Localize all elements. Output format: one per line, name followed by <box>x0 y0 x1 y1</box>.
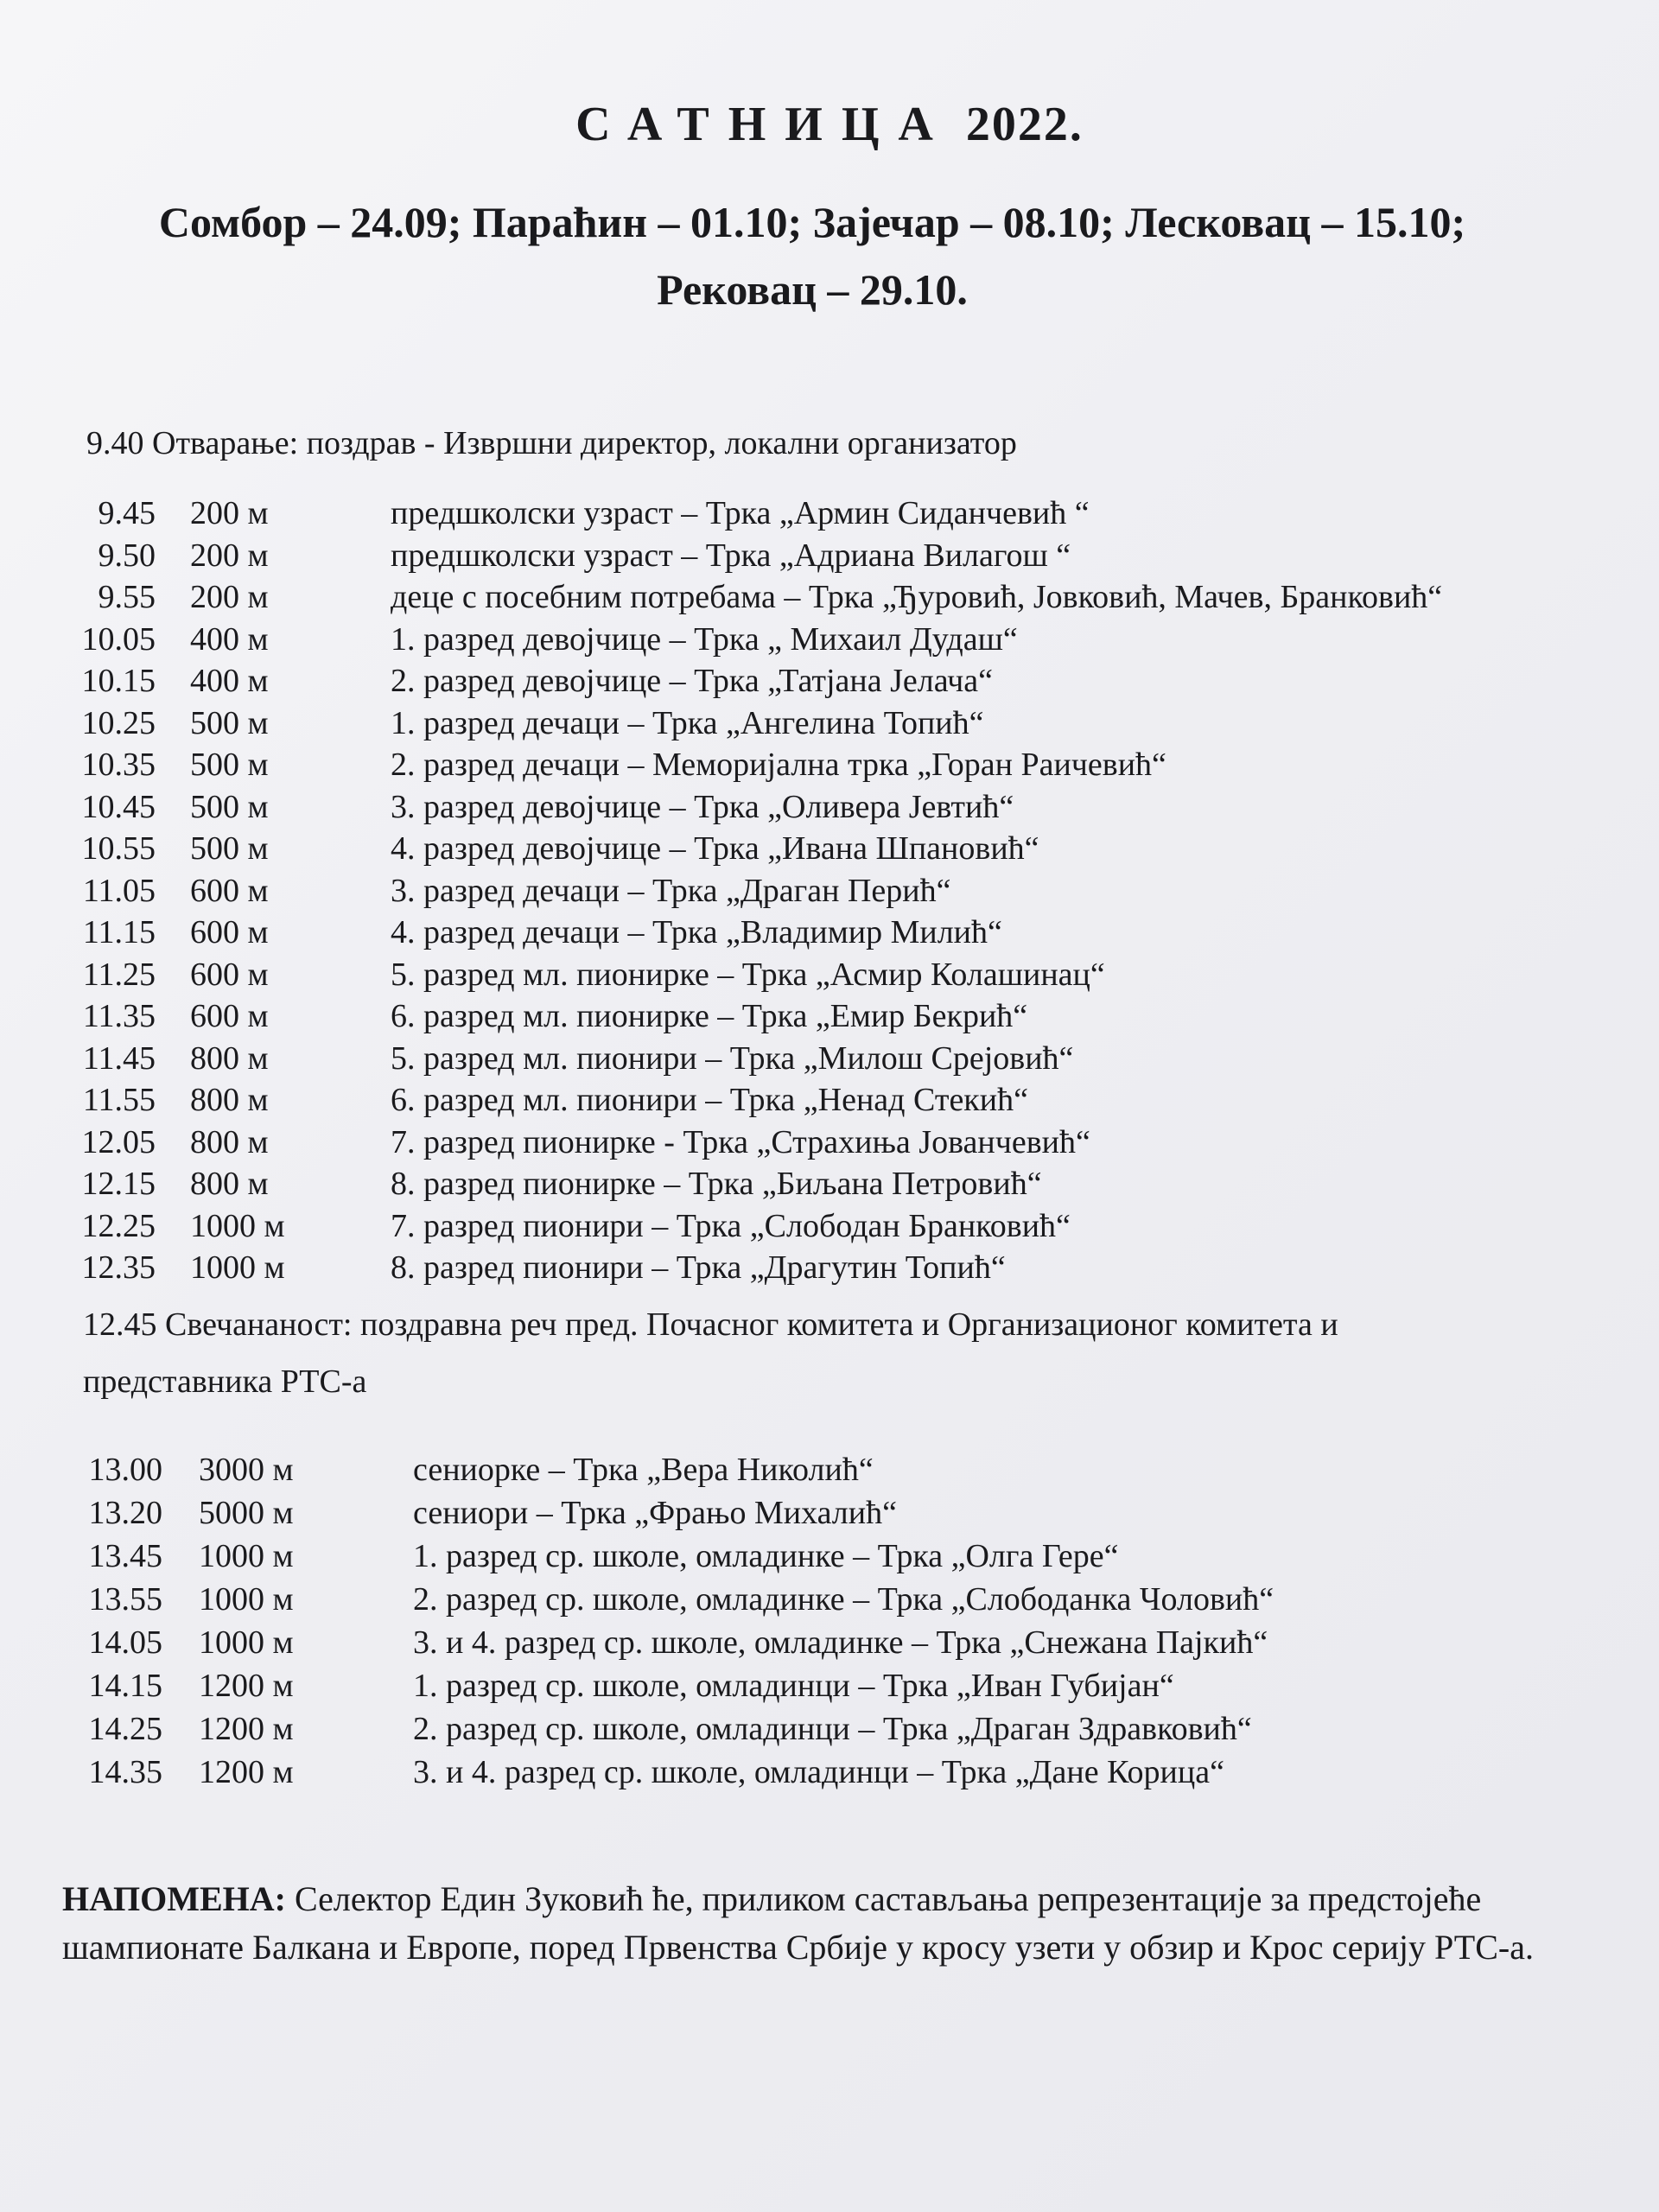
row-distance: 800 м <box>190 1166 269 1202</box>
row-distance: 3000 м <box>199 1452 294 1488</box>
row-distance: 1000 м <box>199 1581 294 1618</box>
schedule-row <box>0 1578 1659 1621</box>
schedule-afternoon <box>0 1448 1659 1794</box>
schedule-row <box>0 660 1659 702</box>
row-time: 11.15 <box>82 914 156 950</box>
row-distance: 200 м <box>190 495 269 531</box>
title-year: 2022. <box>965 98 1084 151</box>
schedule-row <box>0 1205 1659 1248</box>
note-text: Селектор Един Зуковић ће, приликом састављања репрезентације за предстојеће шампионате Балкана и Европе, поред Првенства Србије у кросу узети у обзир и Крос серију РТС-а. <box>62 1879 1534 1967</box>
row-distance: 1000 м <box>190 1207 285 1244</box>
row-description: предшколски узраст – Трка „Армин Сиданчевић “ <box>391 495 1090 531</box>
schedule-row <box>0 619 1659 661</box>
row-distance: 600 м <box>190 956 269 993</box>
row-description: 3. и 4. разред ср. школе, омладинке – Трка „Снежана Пајкић“ <box>413 1624 1268 1661</box>
row-distance: 1000 м <box>199 1624 294 1661</box>
row-description: 2. разред ср. школе, омладинке – Трка „Слободанка Чоловић“ <box>413 1581 1274 1618</box>
row-time: 9.55 <box>98 579 156 615</box>
row-distance: 800 м <box>190 1123 269 1160</box>
schedule-row <box>0 995 1659 1038</box>
venue-dates <box>95 188 1529 323</box>
schedule-row <box>0 1535 1659 1578</box>
row-description: 1. разред ср. школе, омладинке – Трка „Олга Гере“ <box>413 1538 1119 1574</box>
row-time: 12.35 <box>81 1249 156 1286</box>
row-description: 6. разред мл. пионири – Трка „Ненад Стекић“ <box>391 1082 1028 1118</box>
row-distance: 1000 м <box>190 1249 285 1286</box>
row-time: 10.45 <box>81 788 156 825</box>
row-distance: 500 м <box>190 830 269 867</box>
row-distance: 500 м <box>190 747 269 783</box>
schedule-row <box>0 870 1659 912</box>
schedule-row <box>0 1751 1659 1794</box>
row-time: 10.05 <box>81 620 156 658</box>
row-distance: 400 м <box>190 620 269 658</box>
row-description: 7. разред пионирке - Трка „Страхиња Јованчевић“ <box>391 1123 1090 1160</box>
title-word: САТНИЦА <box>575 98 952 151</box>
row-time: 10.55 <box>81 830 156 867</box>
schedule-row <box>0 954 1659 996</box>
row-description: 7. разред пионири – Трка „Слободан Бранковић“ <box>391 1207 1071 1244</box>
row-time: 11.45 <box>82 1039 156 1077</box>
ceremony-line-2: представника РТС-а <box>83 1363 367 1400</box>
row-description: 8. разред пионирке – Трка „Биљана Петровић“ <box>391 1166 1042 1202</box>
venue-line-1: Сомбор – 24.09; Параћин – 01.10; Зајечар – 08.10; Лесковац – 15.10; <box>158 198 1466 246</box>
row-time: 12.25 <box>81 1207 156 1244</box>
row-distance: 1000 м <box>199 1538 294 1574</box>
schedule-morning <box>0 493 1659 1289</box>
row-distance: 600 м <box>190 914 269 950</box>
note-label: НАПОМЕНА: <box>62 1879 286 1918</box>
row-time: 11.35 <box>82 998 156 1034</box>
row-description: 1. разред ср. школе, омладинци – Трка „Иван Губијан“ <box>413 1668 1174 1704</box>
row-distance: 600 м <box>190 872 269 909</box>
schedule-row <box>0 744 1659 786</box>
schedule-row <box>0 1448 1659 1491</box>
row-time: 9.50 <box>98 537 156 574</box>
row-time: 10.15 <box>81 663 156 699</box>
row-description: 4. разред девојчице – Трка „Ивана Шпановић“ <box>391 830 1039 867</box>
schedule-row <box>0 1163 1659 1205</box>
schedule-row <box>0 1621 1659 1664</box>
row-time: 13.45 <box>88 1538 162 1574</box>
row-description: 5. разред мл. пионири – Трка „Милош Срејовић“ <box>391 1039 1074 1077</box>
document-title <box>0 97 1659 152</box>
row-description: сениорке – Трка „Вера Николић“ <box>413 1452 874 1488</box>
row-description: предшколски узраст – Трка „Адриана Вилагош “ <box>391 537 1071 574</box>
row-time: 11.55 <box>82 1082 156 1118</box>
row-description: 2. разред дечаци – Меморијална трка „Горан Раичевић“ <box>391 747 1166 783</box>
row-description: 1. разред дечаци – Трка „Ангелина Топић“ <box>391 704 984 741</box>
row-time: 10.35 <box>81 747 156 783</box>
row-description: 2. разред девојчице – Трка „Татјана Јелача“ <box>391 663 993 699</box>
row-time: 14.15 <box>88 1668 162 1704</box>
row-description: 3. и 4. разред ср. школе, омладинци – Трка „Дане Корица“ <box>413 1754 1224 1790</box>
row-distance: 200 м <box>190 537 269 574</box>
row-time: 14.05 <box>88 1624 162 1661</box>
row-description: 2. разред ср. школе, омладинци – Трка „Драган Здравковић“ <box>413 1711 1252 1747</box>
row-distance: 200 м <box>190 579 269 615</box>
schedule-row <box>0 786 1659 829</box>
row-description: 5. разред мл. пионирке – Трка „Асмир Колашинац“ <box>391 956 1105 993</box>
row-distance: 400 м <box>190 663 269 699</box>
row-time: 11.05 <box>82 872 156 909</box>
schedule-row <box>0 828 1659 870</box>
schedule-row <box>0 1491 1659 1535</box>
row-description: 4. разред дечаци – Трка „Владимир Милић“ <box>391 914 1002 950</box>
row-description: деце с посебним потребама – Трка „Ђуровић, Јовковић, Мачев, Бранковић“ <box>391 579 1443 615</box>
ceremony-line-1: 12.45 Свечананост: поздравна реч пред. Почасног комитета и Организационог комитета и <box>83 1306 1338 1343</box>
row-time: 14.35 <box>88 1754 162 1790</box>
row-time: 13.00 <box>88 1452 162 1488</box>
venue-line-2: Рековац – 29.10. <box>657 265 968 314</box>
row-distance: 1200 м <box>199 1668 294 1704</box>
schedule-row <box>0 702 1659 745</box>
row-distance: 500 м <box>190 788 269 825</box>
row-time: 13.20 <box>88 1495 162 1531</box>
schedule-row <box>0 912 1659 954</box>
row-time: 12.05 <box>81 1123 156 1160</box>
row-distance: 800 м <box>190 1082 269 1118</box>
row-description: 1. разред девојчице – Трка „ Михаил Дудаш“ <box>391 620 1018 658</box>
row-time: 12.15 <box>81 1166 156 1202</box>
row-time: 10.25 <box>81 704 156 741</box>
schedule-row <box>0 493 1659 535</box>
row-distance: 1200 м <box>199 1754 294 1790</box>
row-distance: 600 м <box>190 998 269 1034</box>
note-paragraph <box>62 1875 1609 1972</box>
row-description: 3. разред дечаци – Трка „Драган Перић“ <box>391 872 951 909</box>
schedule-row <box>0 1707 1659 1751</box>
schedule-row <box>0 1122 1659 1164</box>
row-description: сениори – Трка „Фрањо Михалић“ <box>413 1495 897 1531</box>
schedule-row <box>0 576 1659 619</box>
schedule-row <box>0 1079 1659 1122</box>
row-time: 9.45 <box>98 495 156 531</box>
schedule-row <box>0 1038 1659 1080</box>
row-description: 6. разред мл. пионирке – Трка „Емир Бекрић“ <box>391 998 1028 1034</box>
row-time: 14.25 <box>88 1711 162 1747</box>
row-distance: 800 м <box>190 1039 269 1077</box>
schedule-row <box>0 1664 1659 1707</box>
row-description: 3. разред девојчице – Трка „Оливера Јевтић“ <box>391 788 1014 825</box>
row-distance: 1200 м <box>199 1711 294 1747</box>
opening-line: 9.40 Отварање: поздрав - Извршни директор, локални организатор <box>86 425 1017 461</box>
row-distance: 500 м <box>190 704 269 741</box>
row-description: 8. разред пионири – Трка „Драгутин Топић“ <box>391 1249 1006 1286</box>
row-time: 13.55 <box>88 1581 162 1618</box>
row-time: 11.25 <box>82 956 156 993</box>
schedule-row <box>0 1247 1659 1289</box>
row-distance: 5000 м <box>199 1495 294 1531</box>
schedule-row <box>0 535 1659 577</box>
